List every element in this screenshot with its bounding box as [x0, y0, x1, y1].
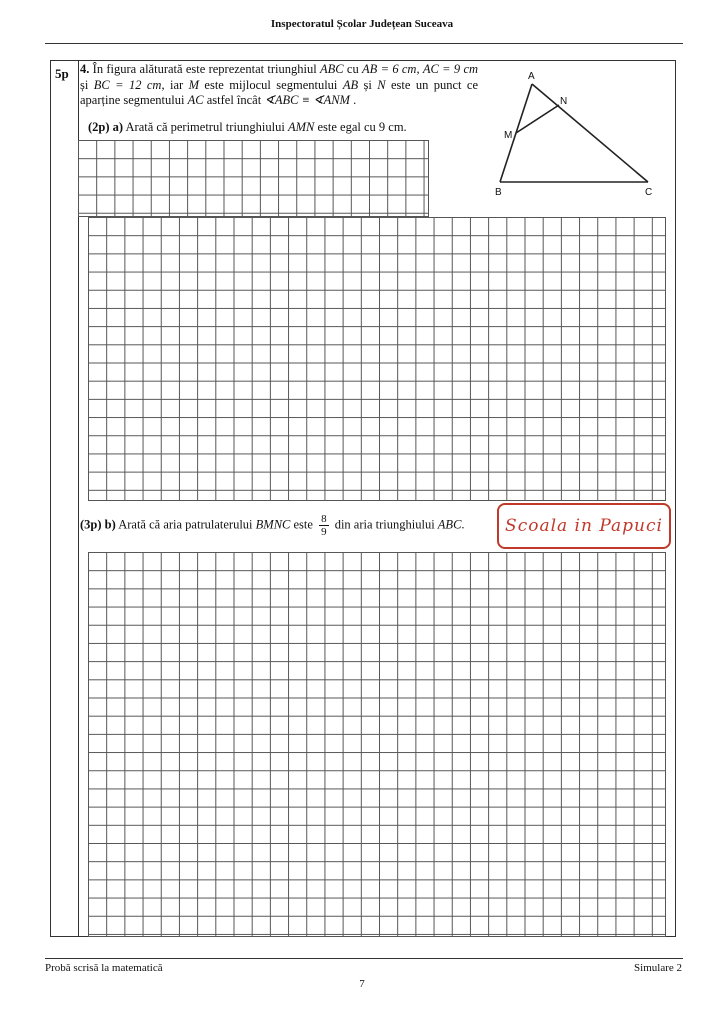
footer-right: Simulare 2	[634, 962, 682, 974]
label-b: B	[495, 187, 502, 198]
label-n: N	[560, 96, 568, 107]
answer-grid-b[interactable]	[88, 552, 666, 937]
answer-grid-a[interactable]	[88, 217, 666, 501]
footer-rule	[45, 958, 683, 959]
fraction-8-9: $\frac{8}{9}$	[321, 513, 327, 538]
page-header: Inspectoratul Școlar Județean Suceava	[270, 18, 454, 30]
page-number: 7	[359, 978, 365, 990]
label-m: M	[504, 130, 513, 141]
side-ac	[532, 84, 648, 182]
answer-grid-a-top[interactable]	[78, 140, 429, 217]
segment-mn	[516, 105, 559, 133]
triangle-figure	[485, 66, 670, 201]
footer-left: Probă scrisă la matematică	[45, 962, 163, 974]
watermark-stamp: Scoala in Papuci	[497, 503, 671, 549]
part-b-statement: (3p) b) Arată că aria patrulaterului BMNC este $\frac{8}{9}$ din aria triunghiului ABC.	[80, 513, 465, 538]
label-a: A	[528, 71, 535, 82]
problem-statement: 4. În figura alăturată este reprezentat triunghiul ABC cu AB = 6 cm, AC = 9 cm și BC = 12 cm, iar M este mijlocul segmentului AB și N este un punct ce aparține segmentului AC astfel încât ∢ABC ≡ ∢ANM .	[80, 62, 479, 107]
problem-number: 4.	[80, 62, 90, 76]
header-rule	[45, 43, 683, 44]
label-c: C	[645, 187, 653, 198]
part-a-statement: (2p) a) Arată că perimetrul triunghiului AMN este egal cu 9 cm.	[88, 120, 407, 134]
problem-points: 5p	[55, 66, 69, 81]
